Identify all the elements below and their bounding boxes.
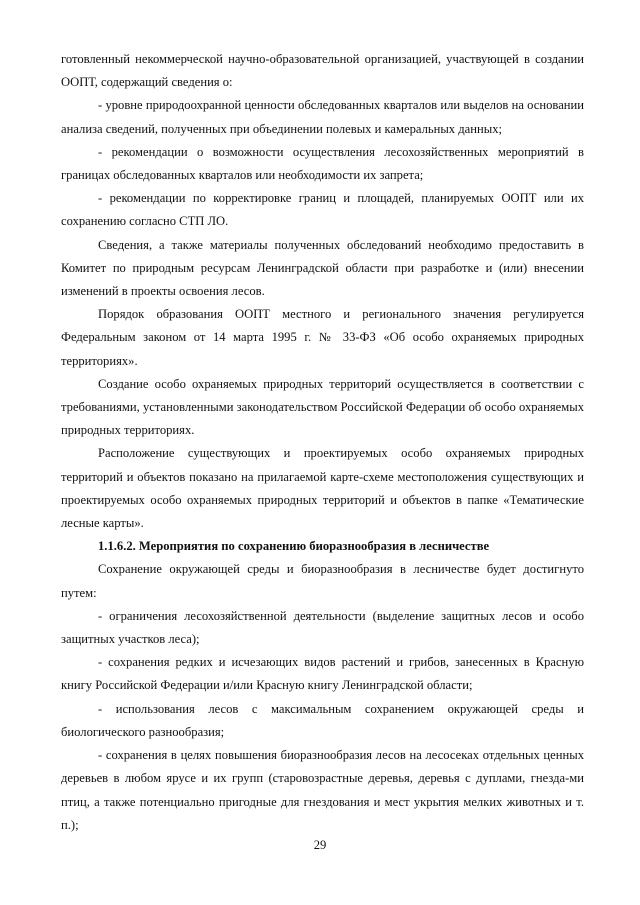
paragraph-list-item: - сохранения в целях повышения биоразнообразия лесов на лесосеках отдельных ценных деревьев в любом ярусе и их групп (старовозрастные деревья, деревья с дуплами, гнезда-ми птиц, а также потенциально пригодные для гнездования и мест укрытия мелких животных и т. п.); bbox=[61, 748, 584, 832]
paragraph-list-item: - использования лесов с максимальным сохранением окружающей среды и биологического разнообразия; bbox=[61, 701, 584, 739]
paragraph: Создание особо охраняемых природных территорий осуществляется в соответствии с требованиями, установленными законодательством Российской Федерации об особо охраняемых природных территориях. bbox=[61, 376, 584, 438]
document-body bbox=[61, 48, 584, 837]
section-heading: 1.1.6.2. Мероприятия по сохранению биоразнообразия в лесничестве bbox=[98, 539, 490, 554]
paragraph: Расположение существующих и проектируемых особо охраняемых природных территорий и объектов показано на прилагаемой карте-схеме местоположения существующих и проектируемых особо охраняемых природных территорий и объектов в папке «Тематические лесные карты». bbox=[61, 446, 584, 531]
paragraph: Сведения, а также материалы полученных обследований необходимо предоставить в Комитет по природным ресурсам Ленинградской области при разработке и (или) внесении изменений в проекты освоения лесов. bbox=[61, 237, 584, 299]
paragraph-list-item: - рекомендации по корректировке границ и площадей, планируемых ООПТ или их сохранению согласно СТП ЛО. bbox=[61, 191, 584, 229]
page-number: 29 bbox=[313, 838, 327, 852]
paragraph: Порядок образования ООПТ местного и регионального значения регулируется Федеральным законом от 14 марта 1995 г. № 33-ФЗ «Об особо охраняемых природных территориях». bbox=[61, 307, 584, 368]
paragraph-list-item: - сохранения редких и исчезающих видов растений и грибов, занесенных в Красную книгу Российской Федерации и/или Красную книгу Ленинградской области; bbox=[61, 655, 584, 693]
paragraph: Сохранение окружающей среды и биоразнообразия в лесничестве будет достигнуто путем: bbox=[61, 562, 584, 600]
paragraph-list-item: - ограничения лесохозяйственной деятельности (выделение защитных лесов и особо защитных участков леса); bbox=[61, 608, 584, 647]
paragraph-continuation: готовленный некоммерческой научно-образовательной организацией, участвующей в создании ООПТ, содержащий сведения о: bbox=[61, 52, 584, 90]
paragraph-list-item: - рекомендации о возможности осуществления лесохозяйственных мероприятий в границах обследованных кварталов или необходимости их запрета; bbox=[61, 144, 584, 183]
paragraph-list-item: - уровне природоохранной ценности обследованных кварталов или выделов на основании анализа сведений, полученных при объединении полевых и камеральных данных; bbox=[61, 98, 584, 136]
